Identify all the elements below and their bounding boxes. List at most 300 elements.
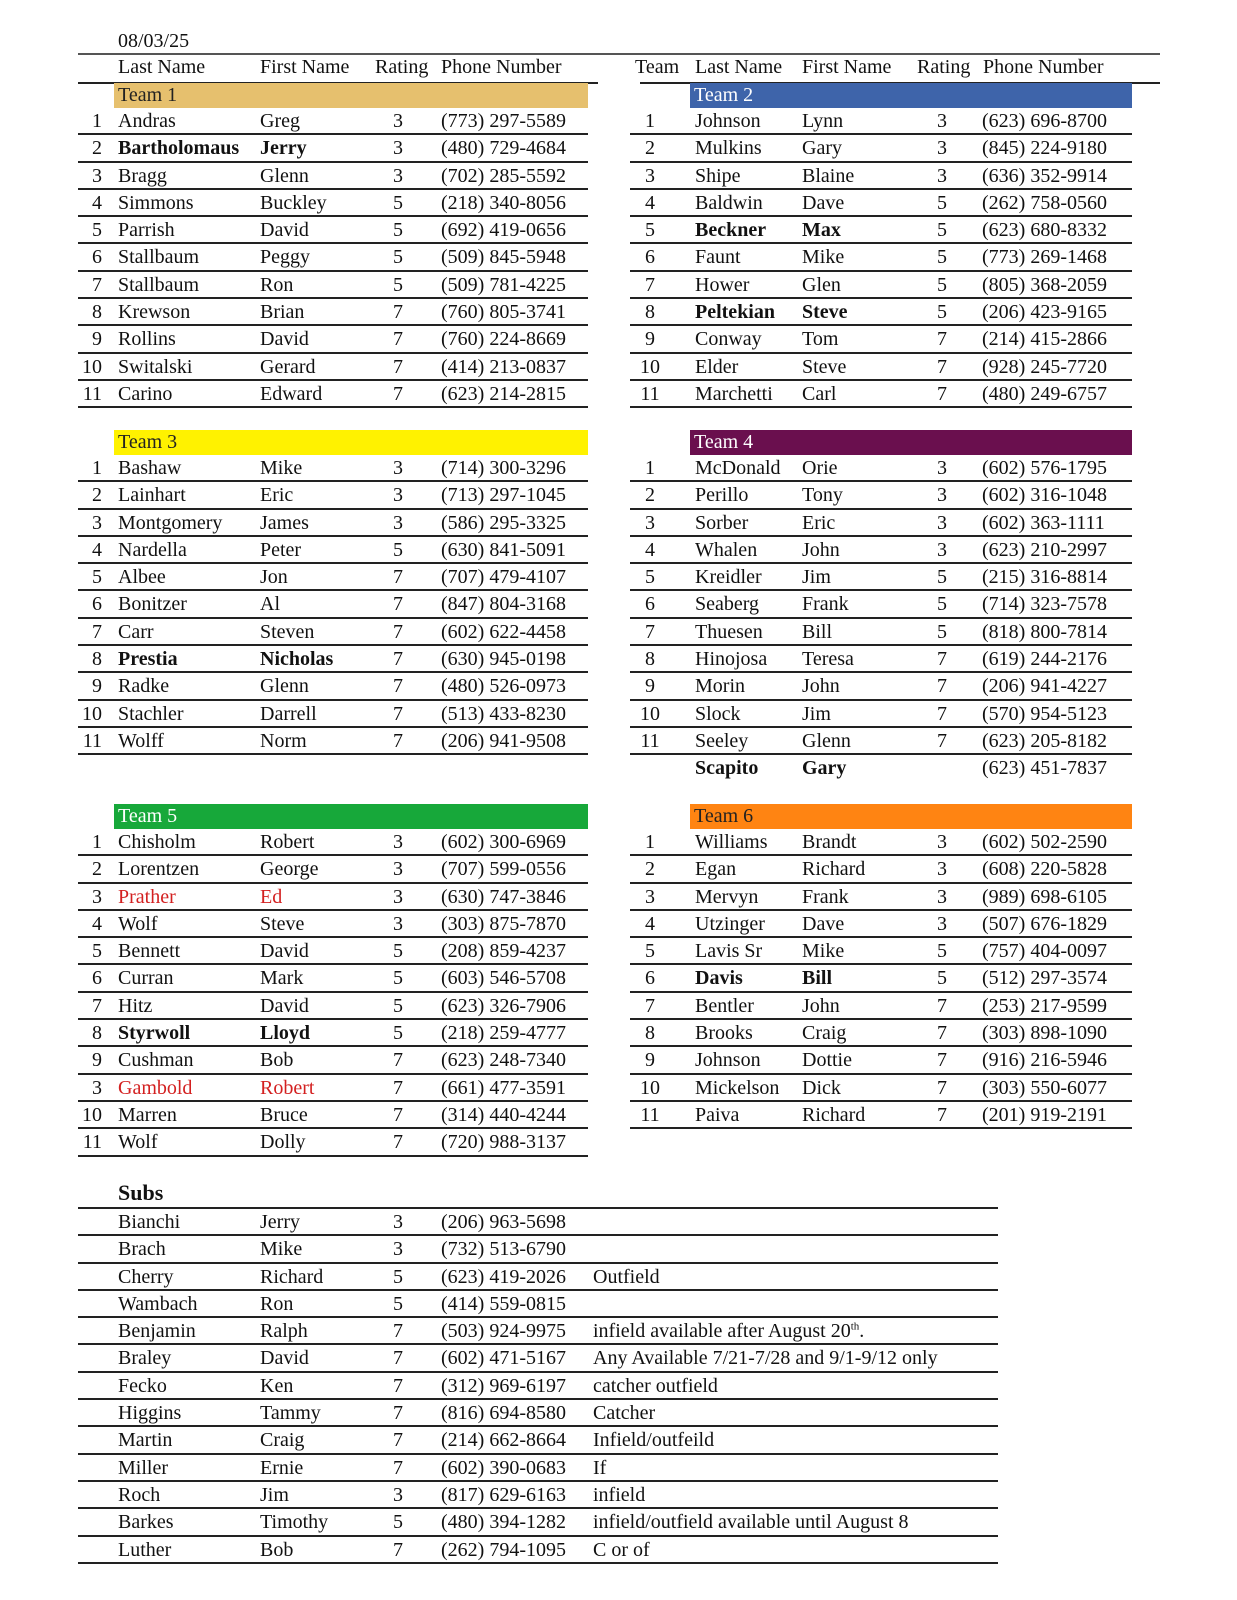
player-last-name: Wolf — [118, 912, 158, 935]
player-rating: 3 — [937, 110, 947, 132]
player-number: 10 — [640, 355, 660, 378]
player-number: 11 — [640, 729, 660, 752]
player-number: 8 — [645, 648, 655, 671]
sub-row — [78, 1318, 998, 1345]
player-first-name: Greg — [260, 110, 300, 132]
sub-phone: (602) 471-5167 — [441, 1347, 566, 1370]
player-number: 11 — [640, 1103, 660, 1126]
sub-last-name: Miller — [118, 1456, 168, 1479]
player-first-name: Jim — [802, 702, 831, 725]
player-number: 5 — [92, 566, 102, 589]
player-number: 1 — [92, 110, 102, 132]
player-first-name: Orie — [802, 457, 838, 479]
player-number: 11 — [82, 382, 102, 405]
player-last-name: Kreidler — [695, 566, 762, 589]
roster-row — [78, 108, 588, 135]
player-rating: 5 — [393, 273, 403, 296]
player-first-name: Glen — [802, 273, 841, 296]
player-first-name: Mark — [260, 967, 304, 990]
player-first-name: Robert — [260, 1076, 315, 1099]
player-rating: 5 — [937, 593, 947, 616]
player-phone: (570) 954-5123 — [982, 702, 1107, 725]
sub-first-name: Jim — [260, 1483, 289, 1506]
sub-first-name: Ken — [260, 1374, 294, 1397]
player-first-name: Jerry — [260, 137, 307, 160]
player-rating: 7 — [937, 355, 947, 378]
player-number: 4 — [645, 912, 655, 935]
player-last-name: Carino — [118, 382, 173, 405]
roster-row — [630, 272, 1132, 299]
player-rating: 5 — [937, 620, 947, 643]
player-rating: 7 — [393, 382, 403, 405]
sub-row — [78, 1345, 998, 1372]
sub-first-name: Mike — [260, 1238, 303, 1261]
sub-last-name: Wambach — [118, 1292, 198, 1315]
player-last-name: Lavis Sr — [695, 940, 763, 963]
player-phone: (414) 213-0837 — [441, 355, 566, 378]
player-rating: 7 — [393, 1049, 403, 1072]
player-last-name: Marren — [118, 1103, 177, 1126]
player-phone: (702) 285-5592 — [441, 164, 566, 187]
team-block — [630, 804, 1132, 1129]
player-phone: (603) 546-5708 — [441, 967, 566, 990]
team-block — [630, 83, 1132, 408]
player-number: 6 — [92, 967, 102, 990]
roster-row — [78, 1020, 588, 1047]
subs-title: Subs — [118, 1180, 164, 1205]
roster-row — [630, 728, 1132, 755]
player-number: 4 — [645, 538, 655, 561]
player-last-name: Stachler — [118, 702, 184, 725]
player-first-name: Dave — [802, 191, 845, 214]
sub-first-name: Tammy — [260, 1402, 321, 1425]
team-header: Team 4 — [690, 430, 1132, 455]
sub-last-name: Martin — [118, 1429, 173, 1452]
player-first-name: James — [260, 511, 309, 534]
roster-row — [78, 510, 588, 537]
team-header: Team 3 — [114, 430, 588, 455]
sub-rating: 5 — [393, 1511, 403, 1534]
player-number: 5 — [92, 940, 102, 963]
player-rating: 7 — [937, 328, 947, 351]
sub-rating: 5 — [393, 1292, 403, 1315]
player-rating: 7 — [937, 1049, 947, 1072]
player-number: 10 — [640, 1076, 660, 1099]
roster-row — [630, 163, 1132, 190]
roster-row — [78, 299, 588, 326]
player-number: 9 — [92, 328, 102, 351]
player-first-name: Robert — [260, 831, 315, 853]
player-number: 11 — [82, 1131, 102, 1154]
roster-row — [630, 299, 1132, 326]
player-number: 2 — [92, 484, 102, 507]
player-number: 10 — [640, 702, 660, 725]
player-number: 1 — [645, 831, 655, 853]
player-rating: 7 — [937, 1076, 947, 1099]
roster-row — [630, 884, 1132, 911]
sub-first-name: Bob — [260, 1538, 294, 1561]
player-rating: 5 — [937, 301, 947, 324]
header-rating: Rating — [917, 56, 971, 78]
roster-row — [630, 510, 1132, 537]
sub-last-name: Higgins — [118, 1402, 182, 1425]
roster-row — [630, 1047, 1132, 1074]
player-rating: 5 — [937, 273, 947, 296]
player-number: 7 — [645, 620, 655, 643]
player-phone: (713) 297-1045 — [441, 484, 566, 507]
team-block — [78, 83, 588, 408]
player-first-name: Ed — [260, 885, 283, 908]
player-phone: (630) 945-0198 — [441, 648, 566, 671]
player-phone: (218) 259-4777 — [441, 1022, 566, 1045]
player-last-name: Wolf — [118, 1131, 158, 1154]
player-last-name: Conway — [695, 328, 762, 351]
player-phone: (760) 224-8669 — [441, 328, 566, 351]
player-first-name: Gary — [802, 137, 842, 160]
player-rating: 5 — [393, 994, 403, 1017]
player-last-name: Hitz — [118, 994, 153, 1017]
sub-first-name: Ernie — [260, 1456, 304, 1479]
sub-note-superscript: th — [850, 1320, 860, 1333]
roster-row — [630, 135, 1132, 162]
player-first-name: Norm — [260, 729, 307, 752]
player-last-name: Parrish — [118, 219, 175, 242]
roster-row — [78, 728, 588, 755]
player-rating: 3 — [393, 457, 403, 479]
player-number: 11 — [640, 382, 660, 405]
player-rating: 7 — [393, 675, 403, 698]
sub-first-name: David — [260, 1347, 309, 1370]
player-phone: (636) 352-9914 — [982, 164, 1107, 187]
player-number: 11 — [82, 729, 102, 752]
player-rating: 5 — [937, 191, 947, 214]
sub-note-text: Outfield — [593, 1265, 660, 1288]
player-number: 10 — [82, 1103, 102, 1126]
subs-table — [78, 1207, 998, 1564]
player-first-name: David — [260, 219, 309, 242]
roster-row — [630, 564, 1132, 591]
player-first-name: Frank — [802, 885, 849, 908]
header-first-name: First Name — [260, 56, 350, 78]
player-phone: (760) 805-3741 — [441, 301, 566, 324]
player-last-name: Bonitzer — [118, 593, 187, 616]
roster-row — [630, 619, 1132, 646]
player-number: 10 — [82, 702, 102, 725]
sub-row — [78, 1264, 998, 1291]
roster-row — [630, 326, 1132, 353]
player-first-name: Peggy — [260, 246, 310, 269]
roster-row — [630, 673, 1132, 700]
player-number: 1 — [645, 457, 655, 479]
player-rating: 3 — [393, 137, 403, 160]
player-rating: 7 — [393, 301, 403, 324]
roster-row — [630, 701, 1132, 728]
player-rating: 7 — [393, 1076, 403, 1099]
player-number: 8 — [645, 301, 655, 324]
player-phone: (586) 295-3325 — [441, 511, 566, 534]
player-rating: 7 — [393, 702, 403, 725]
player-last-name: Johnson — [695, 110, 761, 132]
player-first-name: Tom — [802, 328, 839, 351]
team-block — [78, 804, 588, 1157]
player-rating: 3 — [393, 164, 403, 187]
sub-rating: 5 — [393, 1265, 403, 1288]
roster-row — [78, 1047, 588, 1074]
player-first-name: Edward — [260, 382, 323, 405]
player-phone: (303) 875-7870 — [441, 912, 566, 935]
sub-first-name: Jerry — [260, 1211, 300, 1233]
player-last-name: Curran — [118, 967, 174, 990]
player-rating: 5 — [937, 967, 947, 990]
player-first-name: Steve — [802, 355, 847, 378]
player-first-name: Mike — [802, 246, 845, 269]
sub-note-text: C or of — [593, 1538, 650, 1561]
sub-rating: 7 — [393, 1374, 403, 1397]
player-number: 6 — [92, 593, 102, 616]
player-rating: 7 — [393, 1131, 403, 1154]
player-rating: 3 — [937, 858, 947, 881]
player-first-name: Brandt — [802, 831, 857, 853]
player-phone: (214) 415-2866 — [982, 328, 1107, 351]
roster-row — [78, 619, 588, 646]
player-phone: (773) 269-1468 — [982, 246, 1107, 269]
team-header: Team 6 — [690, 804, 1132, 829]
player-phone: (757) 404-0097 — [982, 940, 1107, 963]
roster-row — [78, 1129, 588, 1156]
header-rule — [78, 53, 1160, 55]
player-first-name: Peter — [260, 538, 302, 561]
player-first-name: Brian — [260, 301, 305, 324]
player-last-name: Stallbaum — [118, 273, 200, 296]
player-first-name: Glenn — [802, 729, 851, 752]
player-first-name: John — [802, 994, 840, 1017]
sub-note-text: infield/outfield available until August 8 — [593, 1511, 909, 1534]
player-number: 9 — [92, 675, 102, 698]
player-rating: 3 — [937, 164, 947, 187]
team-header: Team 1 — [114, 83, 588, 108]
player-number: 4 — [645, 191, 655, 214]
player-number: 2 — [645, 858, 655, 881]
roster-row — [78, 326, 588, 353]
sub-row — [78, 1400, 998, 1427]
player-number: 9 — [645, 1049, 655, 1072]
player-last-name: Egan — [695, 858, 737, 881]
player-rating: 7 — [393, 355, 403, 378]
player-first-name: David — [260, 328, 309, 351]
player-number: 10 — [82, 355, 102, 378]
player-phone: (602) 502-2590 — [982, 831, 1107, 853]
player-first-name: Jon — [260, 566, 288, 589]
player-rating: 7 — [937, 1103, 947, 1126]
sub-note-text: infield available after August 20 — [593, 1320, 851, 1343]
player-first-name: Mike — [260, 457, 303, 479]
sub-row — [78, 1455, 998, 1482]
player-phone: (623) 451-7837 — [982, 757, 1107, 780]
sub-phone: (817) 629-6163 — [441, 1483, 566, 1506]
roster-row — [630, 591, 1132, 618]
player-phone: (480) 249-6757 — [982, 382, 1107, 405]
sub-note — [593, 1345, 938, 1372]
player-phone: (847) 804-3168 — [441, 593, 566, 616]
roster-row — [630, 755, 1132, 782]
player-phone: (480) 729-4684 — [441, 137, 566, 160]
player-first-name: Steve — [802, 301, 848, 324]
roster-row — [78, 135, 588, 162]
header-team: Team — [635, 56, 680, 78]
player-last-name: Utzinger — [695, 912, 765, 935]
roster-row — [630, 965, 1132, 992]
player-last-name: Switalski — [118, 355, 193, 378]
sub-phone: (414) 559-0815 — [441, 1292, 566, 1315]
player-last-name: Krewson — [118, 301, 191, 324]
player-number: 9 — [645, 675, 655, 698]
player-phone: (714) 300-3296 — [441, 457, 566, 479]
player-phone: (206) 941-9508 — [441, 729, 566, 752]
player-last-name: Beckner — [695, 219, 767, 242]
player-number: 3 — [645, 511, 655, 534]
sub-note-text: Any Available 7/21-7/28 and 9/1-9/12 only — [593, 1347, 938, 1370]
player-last-name: Faunt — [695, 246, 741, 269]
player-phone: (623) 248-7340 — [441, 1049, 566, 1072]
header-last-name: Last Name — [695, 56, 783, 78]
player-first-name: Steve — [260, 912, 305, 935]
roster-date: 08/03/25 — [118, 30, 190, 52]
player-last-name: Nardella — [118, 538, 187, 561]
team-block — [630, 430, 1132, 783]
player-number: 7 — [645, 994, 655, 1017]
player-first-name: Teresa — [802, 648, 854, 671]
roster-row — [630, 217, 1132, 244]
player-rating: 7 — [393, 328, 403, 351]
player-first-name: Frank — [802, 593, 849, 616]
roster-row — [630, 354, 1132, 381]
player-last-name: Scapito — [695, 757, 759, 780]
player-first-name: Eric — [260, 484, 294, 507]
player-number: 2 — [645, 137, 655, 160]
player-last-name: Marchetti — [695, 382, 773, 405]
roster-row — [78, 856, 588, 883]
roster-row — [78, 673, 588, 700]
player-first-name: Carl — [802, 382, 837, 405]
player-last-name: Radke — [118, 675, 170, 698]
player-phone: (623) 696-8700 — [982, 110, 1107, 132]
player-phone: (602) 622-4458 — [441, 620, 566, 643]
player-rating: 7 — [937, 648, 947, 671]
header-phone-number: Phone Number — [983, 56, 1104, 78]
player-phone: (623) 680-8332 — [982, 219, 1107, 242]
player-phone: (314) 440-4244 — [441, 1103, 566, 1126]
player-phone: (201) 919-2191 — [982, 1103, 1107, 1126]
player-last-name: Slock — [695, 702, 741, 725]
player-phone: (805) 368-2059 — [982, 273, 1107, 296]
player-last-name: Prather — [118, 885, 176, 908]
sub-phone: (816) 694-8580 — [441, 1402, 566, 1425]
player-rating: 5 — [393, 967, 403, 990]
roster-row — [630, 1102, 1132, 1129]
player-rating: 3 — [937, 137, 947, 160]
player-first-name: Bill — [802, 967, 833, 990]
sub-rating: 7 — [393, 1347, 403, 1370]
player-first-name: John — [802, 675, 840, 698]
player-number: 6 — [645, 967, 655, 990]
roster-row — [78, 381, 588, 408]
player-number: 7 — [645, 273, 655, 296]
player-first-name: John — [802, 538, 840, 561]
sub-rating: 7 — [393, 1456, 403, 1479]
player-first-name: Buckley — [260, 191, 327, 214]
roster-row — [630, 244, 1132, 271]
player-last-name: McDonald — [695, 457, 781, 479]
player-rating: 5 — [937, 940, 947, 963]
player-last-name: Bragg — [118, 164, 167, 187]
player-number: 5 — [645, 566, 655, 589]
player-rating: 7 — [393, 729, 403, 752]
player-rating: 7 — [937, 994, 947, 1017]
player-rating: 3 — [937, 484, 947, 507]
sub-phone: (480) 394-1282 — [441, 1511, 566, 1534]
sub-note — [593, 1537, 650, 1564]
player-number: 1 — [92, 831, 102, 853]
header-last-name: Last Name — [118, 56, 206, 78]
sub-row — [78, 1482, 998, 1509]
player-number: 3 — [92, 511, 102, 534]
roster-row — [78, 272, 588, 299]
sub-last-name: Benjamin — [118, 1320, 196, 1343]
player-first-name: Dottie — [802, 1049, 852, 1072]
player-last-name: Seeley — [695, 729, 749, 752]
player-phone: (623) 326-7906 — [441, 994, 566, 1017]
player-phone: (206) 423-9165 — [982, 301, 1107, 324]
sub-phone: (623) 419-2026 — [441, 1265, 566, 1288]
player-last-name: Mervyn — [695, 885, 759, 908]
sub-note-text: Catcher — [593, 1402, 656, 1425]
player-first-name: Richard — [802, 858, 866, 881]
roster-row — [78, 965, 588, 992]
roster-row — [630, 537, 1132, 564]
player-first-name: Dolly — [260, 1131, 306, 1154]
player-rating: 5 — [393, 1022, 403, 1045]
player-last-name: Peltekian — [695, 301, 775, 324]
sub-note-text: catcher outfield — [593, 1374, 718, 1397]
sub-last-name: Brach — [118, 1238, 166, 1261]
player-phone: (602) 300-6969 — [441, 831, 566, 853]
player-last-name: Albee — [118, 566, 166, 589]
player-last-name: Hinojosa — [695, 648, 768, 671]
sub-phone: (206) 963-5698 — [441, 1211, 566, 1233]
sub-rating: 3 — [393, 1483, 403, 1506]
player-phone: (509) 781-4225 — [441, 273, 566, 296]
player-last-name: Johnson — [695, 1049, 761, 1072]
roster-row — [78, 993, 588, 1020]
player-rating: 3 — [937, 831, 947, 853]
sub-phone: (312) 969-6197 — [441, 1374, 566, 1397]
player-phone: (602) 363-1111 — [982, 511, 1105, 534]
player-first-name: Gerard — [260, 355, 316, 378]
player-phone: (602) 576-1795 — [982, 457, 1107, 479]
player-number: 7 — [92, 273, 102, 296]
player-last-name: Carr — [118, 620, 154, 643]
roster-row — [630, 1020, 1132, 1047]
roster-row — [630, 646, 1132, 673]
sub-rating: 3 — [393, 1238, 403, 1261]
player-rating: 5 — [393, 219, 403, 242]
player-phone: (253) 217-9599 — [982, 994, 1107, 1017]
player-rating: 5 — [937, 219, 947, 242]
player-number: 2 — [92, 858, 102, 881]
player-number: 2 — [645, 484, 655, 507]
player-last-name: Elder — [695, 355, 739, 378]
player-last-name: Styrwoll — [118, 1022, 191, 1045]
